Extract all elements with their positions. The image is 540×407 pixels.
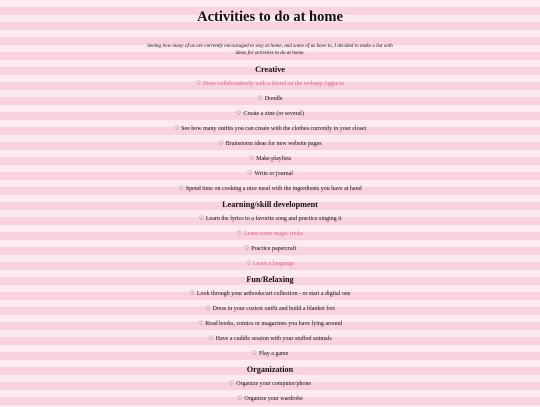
activity-label: Have a cuddle session with your stuffed animals bbox=[215, 336, 332, 343]
activity-label: Write or journal bbox=[254, 171, 293, 178]
activity-link[interactable]: Learn some magic tricks bbox=[244, 231, 304, 238]
activity-link[interactable]: Learn a language bbox=[253, 261, 295, 268]
activity-item[interactable] bbox=[0, 227, 540, 242]
activity-item bbox=[0, 347, 540, 362]
activity-label: Create a zine (or several) bbox=[243, 111, 304, 118]
activity-item bbox=[0, 92, 540, 107]
heart-icon: ♡ bbox=[236, 231, 243, 238]
heart-icon: ♡ bbox=[251, 351, 258, 358]
heart-icon: ♡ bbox=[257, 96, 263, 103]
activity-sections bbox=[0, 62, 540, 407]
activity-item bbox=[0, 302, 540, 317]
heart-icon: ♡ bbox=[195, 81, 201, 88]
activity-item bbox=[0, 242, 540, 257]
activity-item[interactable] bbox=[0, 77, 540, 92]
heart-icon: ♡ bbox=[189, 291, 195, 298]
activity-link[interactable]: Draw collaboratively with a friend on the webapp Aggie.io bbox=[202, 81, 345, 88]
section-heading: Creative bbox=[255, 65, 285, 75]
activity-label: Read books, comics or magazines you have lying around bbox=[205, 321, 343, 328]
section-heading: Learning/skill development bbox=[222, 200, 318, 210]
section-heading: Organization bbox=[246, 365, 294, 375]
heart-icon: ♡ bbox=[198, 216, 204, 223]
heart-icon: ♡ bbox=[205, 306, 211, 313]
activity-label: Practice papercraft bbox=[251, 246, 297, 253]
activity-list bbox=[0, 212, 540, 272]
heart-icon: ♡ bbox=[247, 171, 253, 178]
intro-text: Seeing how many of us are currently encouraged to stay at home, and some of us have to, I decided to make a list with ideas for activities to do at home. bbox=[147, 43, 393, 56]
activity-item bbox=[0, 377, 540, 392]
activity-item bbox=[0, 212, 540, 227]
heart-icon: ♡ bbox=[228, 381, 235, 388]
activity-item bbox=[0, 182, 540, 197]
heart-icon: ♡ bbox=[236, 111, 242, 118]
activity-label: Organize your wardrobe bbox=[244, 396, 303, 403]
activity-item[interactable] bbox=[0, 257, 540, 272]
activity-label: Play a game bbox=[259, 351, 289, 358]
heart-icon: ♡ bbox=[243, 246, 250, 253]
activity-label: Spend time on cooking a nice meal with the ingredients you have at hand bbox=[185, 186, 362, 193]
activity-label: Doodle bbox=[264, 96, 283, 103]
activity-item bbox=[0, 107, 540, 122]
activity-label: Organize your computer/phone bbox=[236, 381, 312, 388]
activity-label: Learn the lyrics to a favorite song and practice singing it bbox=[205, 216, 342, 223]
heart-icon: ♡ bbox=[248, 156, 255, 163]
activity-label: See how many outfits you can create with the clothes currently in your closet bbox=[181, 126, 367, 133]
heart-icon: ♡ bbox=[173, 126, 180, 133]
heart-icon: ♡ bbox=[237, 396, 243, 403]
activity-item bbox=[0, 152, 540, 167]
heart-icon: ♡ bbox=[218, 141, 224, 148]
section-heading: Fun/Relaxing bbox=[246, 275, 294, 285]
activity-item bbox=[0, 122, 540, 137]
heart-icon: ♡ bbox=[208, 336, 214, 343]
activity-list bbox=[0, 287, 540, 362]
activity-list bbox=[0, 77, 540, 197]
heart-icon: ♡ bbox=[197, 321, 204, 328]
heart-icon: ♡ bbox=[178, 186, 184, 193]
activity-item bbox=[0, 317, 540, 332]
activity-label: Make playlists bbox=[256, 156, 292, 163]
activity-label: Brainstorm ideas for new website pages bbox=[225, 141, 322, 148]
activity-item bbox=[0, 287, 540, 302]
activity-item bbox=[0, 332, 540, 347]
activity-label: Dress in your coziest outfit and build a blanket fort bbox=[212, 306, 335, 313]
page-title: Activities to do at home bbox=[197, 9, 343, 25]
activity-item bbox=[0, 137, 540, 152]
heart-icon: ♡ bbox=[245, 261, 252, 268]
activity-label: Look through your artbooks/art collection - or start a digital one bbox=[196, 291, 351, 298]
activity-list bbox=[0, 377, 540, 407]
activity-item bbox=[0, 167, 540, 182]
